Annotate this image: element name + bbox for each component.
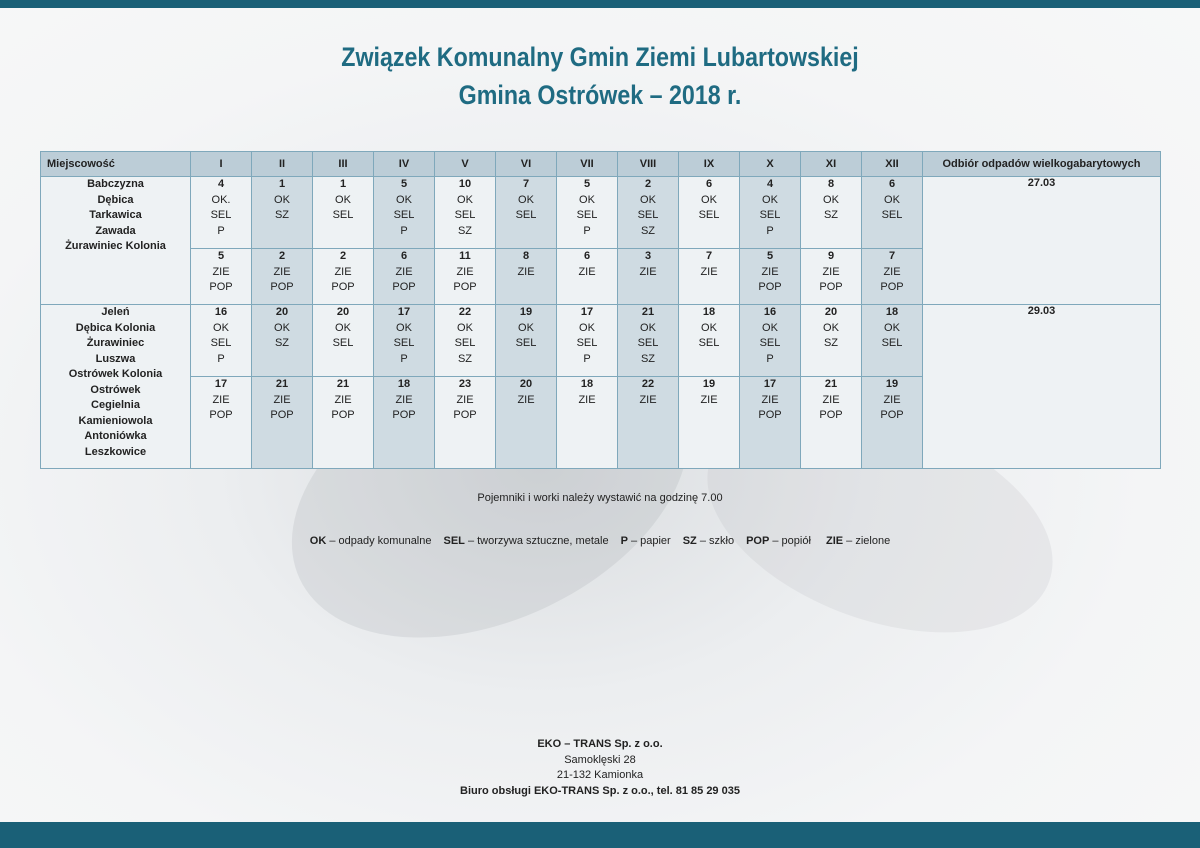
legend bbox=[0, 535, 1200, 547]
collection-day: 21 bbox=[824, 378, 838, 390]
schedule-cell bbox=[313, 377, 374, 469]
schedule-cell bbox=[191, 249, 252, 305]
month-header: X bbox=[740, 152, 801, 177]
waste-type: OK bbox=[335, 321, 351, 334]
waste-type: ZIE bbox=[334, 265, 352, 278]
waste-type: SEL bbox=[759, 337, 781, 349]
bulky-waste-header: Odbiór odpadów wielkogabarytowych bbox=[923, 152, 1161, 177]
schedule-cell bbox=[313, 249, 374, 305]
waste-type: OK bbox=[457, 321, 473, 334]
waste-type: SEL bbox=[210, 337, 232, 349]
waste-type: OK bbox=[762, 193, 778, 206]
collection-day: 18 bbox=[397, 378, 411, 390]
waste-type: P bbox=[766, 352, 774, 365]
collection-day: 2 bbox=[278, 250, 286, 262]
collection-day: 17 bbox=[214, 378, 228, 390]
waste-type: POP bbox=[453, 281, 477, 293]
waste-type: ZIE bbox=[883, 265, 901, 278]
collection-day: 5 bbox=[217, 250, 225, 262]
waste-type: OK bbox=[640, 193, 656, 206]
collection-day: 5 bbox=[583, 178, 591, 190]
place-column-header: Miejscowość bbox=[41, 152, 191, 177]
footer-street: Samoklęski 28 bbox=[564, 753, 636, 766]
waste-type: SEL bbox=[637, 209, 659, 221]
schedule-cell bbox=[435, 305, 496, 377]
collection-day: 20 bbox=[275, 306, 289, 318]
collection-day: 17 bbox=[763, 378, 777, 390]
waste-type: SEL bbox=[454, 209, 476, 221]
schedule-cell bbox=[252, 377, 313, 469]
schedule-cell bbox=[679, 249, 740, 305]
schedule-cell bbox=[679, 305, 740, 377]
schedule-cell bbox=[679, 177, 740, 249]
waste-type: SEL bbox=[759, 209, 781, 221]
schedule-cell bbox=[862, 249, 923, 305]
collection-day: 20 bbox=[336, 306, 350, 318]
waste-type: POP bbox=[392, 281, 416, 293]
top-band bbox=[0, 0, 1200, 8]
footer-office: Biuro obsługi EKO-TRANS Sp. z o.o., tel. 81 85 29 035 bbox=[460, 784, 740, 797]
waste-type: ZIE bbox=[700, 393, 718, 406]
collection-day: 19 bbox=[519, 306, 533, 318]
legend-code: ZIE bbox=[825, 535, 844, 547]
place-name: Cegielnia bbox=[91, 399, 140, 411]
waste-type: OK bbox=[640, 321, 656, 334]
waste-type: POP bbox=[270, 409, 294, 421]
waste-type: P bbox=[217, 224, 225, 237]
waste-type: OK bbox=[579, 193, 595, 206]
schedule-cell bbox=[557, 177, 618, 249]
schedule-cell bbox=[740, 249, 801, 305]
collection-day: 20 bbox=[824, 306, 838, 318]
legend-item bbox=[826, 535, 890, 547]
waste-type: ZIE bbox=[822, 393, 840, 406]
schedule-cell bbox=[557, 249, 618, 305]
schedule-cell bbox=[557, 377, 618, 469]
waste-type: ZIE bbox=[273, 265, 291, 278]
waste-type: OK bbox=[335, 193, 351, 206]
waste-type: SEL bbox=[881, 209, 903, 221]
collection-day: 9 bbox=[827, 250, 835, 262]
place-name: Dębica bbox=[97, 193, 134, 206]
schedule-cell bbox=[740, 177, 801, 249]
waste-type: ZIE bbox=[761, 265, 779, 278]
table-row bbox=[41, 177, 1161, 249]
legend-code: P bbox=[620, 535, 628, 547]
waste-type: OK bbox=[823, 193, 839, 206]
waste-type: SEL bbox=[332, 337, 354, 349]
bulky-waste-date: 27.03 bbox=[923, 177, 1161, 305]
waste-type: OK bbox=[823, 321, 839, 334]
schedule-cell bbox=[252, 249, 313, 305]
waste-type: ZIE bbox=[639, 393, 657, 406]
place-name: Leszkowice bbox=[84, 445, 147, 458]
collection-day: 8 bbox=[522, 250, 530, 262]
legend-description: – papier bbox=[627, 535, 671, 547]
legend-description: – odpady komunalne bbox=[326, 535, 432, 547]
waste-type: ZIE bbox=[761, 393, 779, 406]
legend-description: – szkło bbox=[696, 535, 735, 547]
waste-type: POP bbox=[270, 281, 294, 293]
waste-type: OK bbox=[518, 321, 534, 334]
waste-type: SZ bbox=[640, 352, 656, 365]
collection-day: 18 bbox=[702, 306, 716, 318]
collection-day: 10 bbox=[458, 178, 472, 190]
waste-type: ZIE bbox=[822, 265, 840, 278]
schedule-cell bbox=[618, 177, 679, 249]
waste-type: OK bbox=[274, 321, 290, 334]
waste-type: POP bbox=[758, 409, 782, 421]
month-header: III bbox=[313, 152, 374, 177]
table-row bbox=[41, 305, 1161, 377]
schedule-cell bbox=[862, 305, 923, 377]
place-name: Babczyzna bbox=[87, 178, 144, 190]
waste-type: P bbox=[217, 352, 225, 365]
collection-day: 7 bbox=[705, 250, 713, 262]
schedule-cell bbox=[435, 249, 496, 305]
place-name: Jeleń bbox=[101, 306, 130, 318]
waste-type: ZIE bbox=[273, 393, 291, 406]
waste-type: ZIE bbox=[456, 393, 474, 406]
waste-type: P bbox=[400, 224, 408, 237]
place-list bbox=[41, 305, 191, 469]
place-name: Ostrówek Kolonia bbox=[68, 368, 163, 380]
collection-day: 7 bbox=[888, 250, 896, 262]
waste-type: POP bbox=[209, 281, 233, 293]
collection-day: 18 bbox=[885, 306, 899, 318]
month-header: IX bbox=[679, 152, 740, 177]
waste-type: ZIE bbox=[212, 393, 230, 406]
waste-type: OK bbox=[701, 321, 717, 334]
schedule-cell bbox=[191, 177, 252, 249]
waste-type: ZIE bbox=[639, 265, 657, 278]
collection-day: 5 bbox=[766, 250, 774, 262]
waste-type: SEL bbox=[698, 337, 720, 349]
legend-description: – zielone bbox=[843, 535, 891, 547]
collection-day: 5 bbox=[400, 178, 408, 190]
month-header: VII bbox=[557, 152, 618, 177]
collection-day: 23 bbox=[458, 378, 472, 390]
footer-city: 21-132 Kamionka bbox=[556, 769, 644, 781]
waste-type: POP bbox=[880, 281, 904, 293]
collection-day: 21 bbox=[275, 378, 289, 390]
waste-type: OK bbox=[396, 193, 412, 206]
schedule-cell bbox=[374, 305, 435, 377]
waste-type: ZIE bbox=[578, 393, 596, 406]
collection-day: 21 bbox=[641, 306, 655, 318]
waste-type: SEL bbox=[515, 209, 537, 221]
collection-day: 7 bbox=[522, 178, 530, 190]
legend-item bbox=[443, 535, 608, 547]
waste-type: ZIE bbox=[517, 393, 535, 406]
schedule-cell bbox=[801, 305, 862, 377]
schedule-cell bbox=[191, 305, 252, 377]
waste-type: SZ bbox=[274, 209, 290, 221]
waste-type: ZIE bbox=[456, 265, 474, 278]
waste-type: ZIE bbox=[395, 393, 413, 406]
waste-type: POP bbox=[453, 409, 477, 421]
footer-company: EKO – TRANS Sp. z o.o. bbox=[537, 738, 663, 750]
place-name: Tarkawica bbox=[89, 209, 142, 221]
month-header: I bbox=[191, 152, 252, 177]
waste-type: SEL bbox=[515, 337, 537, 349]
schedule-cell bbox=[801, 249, 862, 305]
schedule-cell bbox=[740, 377, 801, 469]
schedule-cell bbox=[679, 377, 740, 469]
waste-type: ZIE bbox=[334, 393, 352, 406]
waste-type: ZIE bbox=[395, 265, 413, 278]
schedule-cell bbox=[557, 305, 618, 377]
collection-day: 17 bbox=[580, 306, 594, 318]
waste-type: SEL bbox=[393, 209, 415, 221]
waste-type: OK bbox=[701, 193, 717, 206]
collection-day: 19 bbox=[885, 378, 899, 390]
waste-type: SEL bbox=[637, 337, 659, 349]
table-header-row bbox=[41, 152, 1161, 177]
schedule-cell bbox=[862, 377, 923, 469]
collection-day: 6 bbox=[705, 178, 713, 190]
collection-day: 6 bbox=[888, 178, 896, 190]
collection-day: 1 bbox=[278, 178, 286, 190]
waste-type: OK. bbox=[211, 193, 231, 206]
legend-item bbox=[310, 535, 432, 547]
schedule-table bbox=[40, 151, 1161, 469]
month-header: VI bbox=[496, 152, 557, 177]
schedule-cell bbox=[862, 177, 923, 249]
schedule-cell bbox=[496, 305, 557, 377]
waste-type: OK bbox=[396, 321, 412, 334]
schedule-cell bbox=[618, 305, 679, 377]
waste-type: ZIE bbox=[700, 265, 718, 278]
waste-type: OK bbox=[762, 321, 778, 334]
schedule-cell bbox=[313, 177, 374, 249]
waste-type: SEL bbox=[210, 209, 232, 221]
waste-type: POP bbox=[209, 409, 233, 421]
schedule-cell bbox=[374, 177, 435, 249]
waste-type: POP bbox=[819, 409, 843, 421]
document-title: Związek Komunalny Gmin Ziemi Lubartowskiej bbox=[341, 42, 859, 72]
legend-item bbox=[746, 535, 814, 547]
collection-day: 11 bbox=[459, 250, 471, 262]
place-name: Ostrówek bbox=[90, 383, 141, 396]
collection-day: 22 bbox=[641, 378, 655, 390]
place-name: Żurawiniec bbox=[86, 337, 145, 349]
waste-type: SZ bbox=[640, 224, 656, 237]
collection-day: 4 bbox=[766, 178, 774, 190]
place-list bbox=[41, 177, 191, 305]
schedule-cell bbox=[801, 377, 862, 469]
collection-day: 16 bbox=[214, 306, 228, 318]
waste-type: OK bbox=[213, 321, 229, 334]
waste-type: SEL bbox=[393, 337, 415, 349]
legend-code: SEL bbox=[443, 535, 465, 547]
collection-day: 6 bbox=[583, 250, 591, 262]
schedule-cell bbox=[496, 177, 557, 249]
month-header: V bbox=[435, 152, 496, 177]
waste-type: ZIE bbox=[212, 265, 230, 278]
waste-type: POP bbox=[758, 281, 782, 293]
collection-day: 2 bbox=[644, 178, 652, 190]
schedule-cell bbox=[618, 377, 679, 469]
month-header: II bbox=[252, 152, 313, 177]
legend-code: OK bbox=[309, 535, 327, 547]
waste-type: ZIE bbox=[517, 265, 535, 278]
waste-type: SZ bbox=[457, 224, 473, 237]
schedule-cell bbox=[740, 305, 801, 377]
waste-type: SEL bbox=[698, 209, 720, 221]
place-name: Dębica Kolonia bbox=[75, 321, 156, 334]
place-name: Luszwa bbox=[95, 352, 136, 365]
collection-day: 18 bbox=[580, 378, 594, 390]
schedule-cell bbox=[618, 249, 679, 305]
footer bbox=[0, 737, 1200, 799]
waste-type: SZ bbox=[823, 337, 839, 349]
waste-type: OK bbox=[518, 193, 534, 206]
waste-type: SZ bbox=[274, 337, 290, 349]
collection-day: 1 bbox=[339, 178, 347, 190]
collection-day: 21 bbox=[336, 378, 350, 390]
legend-code: SZ bbox=[682, 535, 697, 547]
place-name: Żurawiniec Kolonia bbox=[65, 240, 166, 252]
waste-type: OK bbox=[274, 193, 290, 206]
waste-type: POP bbox=[392, 409, 416, 421]
legend-code: POP bbox=[746, 535, 770, 547]
waste-type: SEL bbox=[881, 337, 903, 349]
waste-type: OK bbox=[457, 193, 473, 206]
waste-type: P bbox=[583, 352, 591, 365]
waste-type: SZ bbox=[457, 352, 473, 365]
month-header: IV bbox=[374, 152, 435, 177]
collection-time-note: Pojemniki i worki należy wystawić na godzinę 7.00 bbox=[477, 492, 723, 504]
collection-day: 16 bbox=[763, 306, 777, 318]
waste-type: OK bbox=[884, 321, 900, 334]
legend-description: – popiół bbox=[769, 535, 814, 547]
schedule-cell bbox=[252, 177, 313, 249]
schedule-cell bbox=[374, 377, 435, 469]
schedule-cell bbox=[252, 305, 313, 377]
waste-type: POP bbox=[331, 409, 355, 421]
collection-day: 22 bbox=[458, 306, 472, 318]
collection-day: 19 bbox=[702, 378, 716, 390]
place-name: Zawada bbox=[95, 224, 136, 237]
schedule-cell bbox=[313, 305, 374, 377]
waste-type: SZ bbox=[823, 209, 839, 221]
waste-type: SEL bbox=[576, 209, 598, 221]
month-header: XI bbox=[801, 152, 862, 177]
schedule-cell bbox=[435, 377, 496, 469]
waste-type: SEL bbox=[576, 337, 598, 349]
waste-type: OK bbox=[579, 321, 595, 334]
waste-type: POP bbox=[331, 281, 355, 293]
collection-day: 4 bbox=[217, 178, 225, 190]
waste-type: OK bbox=[884, 193, 900, 206]
place-name: Antoniówka bbox=[84, 430, 147, 442]
collection-day: 2 bbox=[339, 250, 347, 262]
legend-item bbox=[683, 535, 734, 547]
waste-type: ZIE bbox=[883, 393, 901, 406]
schedule-cell bbox=[191, 377, 252, 469]
schedule-cell bbox=[496, 249, 557, 305]
waste-type: SEL bbox=[332, 209, 354, 221]
waste-type: P bbox=[400, 352, 408, 365]
collection-day: 17 bbox=[397, 306, 411, 318]
month-header: VIII bbox=[618, 152, 679, 177]
schedule-cell bbox=[801, 177, 862, 249]
schedule-cell bbox=[435, 177, 496, 249]
collection-day: 3 bbox=[644, 250, 652, 262]
bottom-band bbox=[0, 822, 1200, 848]
collection-day: 20 bbox=[519, 378, 533, 390]
place-name: Kamieniowola bbox=[78, 414, 153, 427]
bulky-waste-date: 29.03 bbox=[923, 305, 1161, 469]
collection-day: 6 bbox=[400, 250, 408, 262]
waste-type: SEL bbox=[454, 337, 476, 349]
legend-item bbox=[621, 535, 671, 547]
waste-type: ZIE bbox=[578, 265, 596, 278]
waste-type: P bbox=[766, 224, 774, 237]
document-subtitle: Gmina Ostrówek – 2018 r. bbox=[458, 80, 742, 110]
schedule-cell bbox=[374, 249, 435, 305]
month-header: XII bbox=[862, 152, 923, 177]
waste-type: POP bbox=[880, 409, 904, 421]
legend-description: – tworzywa sztuczne, metale bbox=[464, 535, 609, 547]
schedule-cell bbox=[496, 377, 557, 469]
waste-type: POP bbox=[819, 281, 843, 293]
waste-type: P bbox=[583, 224, 591, 237]
collection-day: 8 bbox=[827, 178, 835, 190]
